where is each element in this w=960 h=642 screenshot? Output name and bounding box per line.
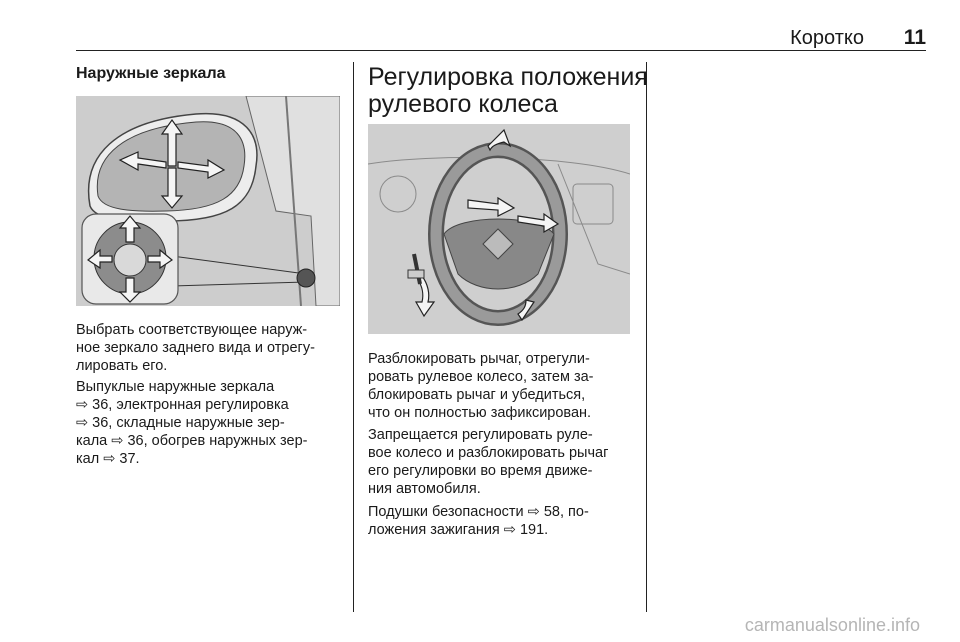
- page-number: 11: [903, 26, 926, 49]
- mirrors-paragraph-2: Выпуклые наружные зеркала ⇨ 36, электронная регулировка ⇨ 36, складные наружные зер- кала ⇨ 36, обогрев наружных зер- кал ⇨ 37.: [76, 379, 308, 467]
- steering-wheel-adjust-illustration: [368, 124, 630, 334]
- mirror-adjust-illustration: [76, 96, 340, 306]
- left-column: [76, 64, 342, 84]
- mirrors-section-title: Наружные зеркала: [76, 65, 226, 82]
- header-title: Коротко: [790, 27, 864, 49]
- footer-watermark: carmanualsonline.info: [744, 615, 920, 635]
- steering-section-title: Регулировка положения рулевого колеса: [368, 63, 648, 118]
- steering-paragraph-2: Запрещается регулировать руле- вое колесо и разблокировать рычаг его регулировки во время движе- ния автомобиля.: [368, 427, 609, 497]
- column-divider-left: [353, 62, 354, 612]
- steering-paragraph-3: Подушки безопасности ⇨ 58, по- ложения зажигания ⇨ 191.: [368, 504, 589, 538]
- mirrors-paragraph-1: Выбрать соответствующее наруж- ное зеркало заднего вида и отрегу- лировать его.: [76, 322, 315, 374]
- page-header: [76, 26, 926, 50]
- header-divider: [76, 50, 926, 51]
- column-divider-right: [646, 62, 647, 612]
- steering-paragraph-1: Разблокировать рычаг, отрегули- ровать рулевое колесо, затем за- блокировать рычаг и убедиться, что он полностью зафиксирован.: [368, 351, 594, 421]
